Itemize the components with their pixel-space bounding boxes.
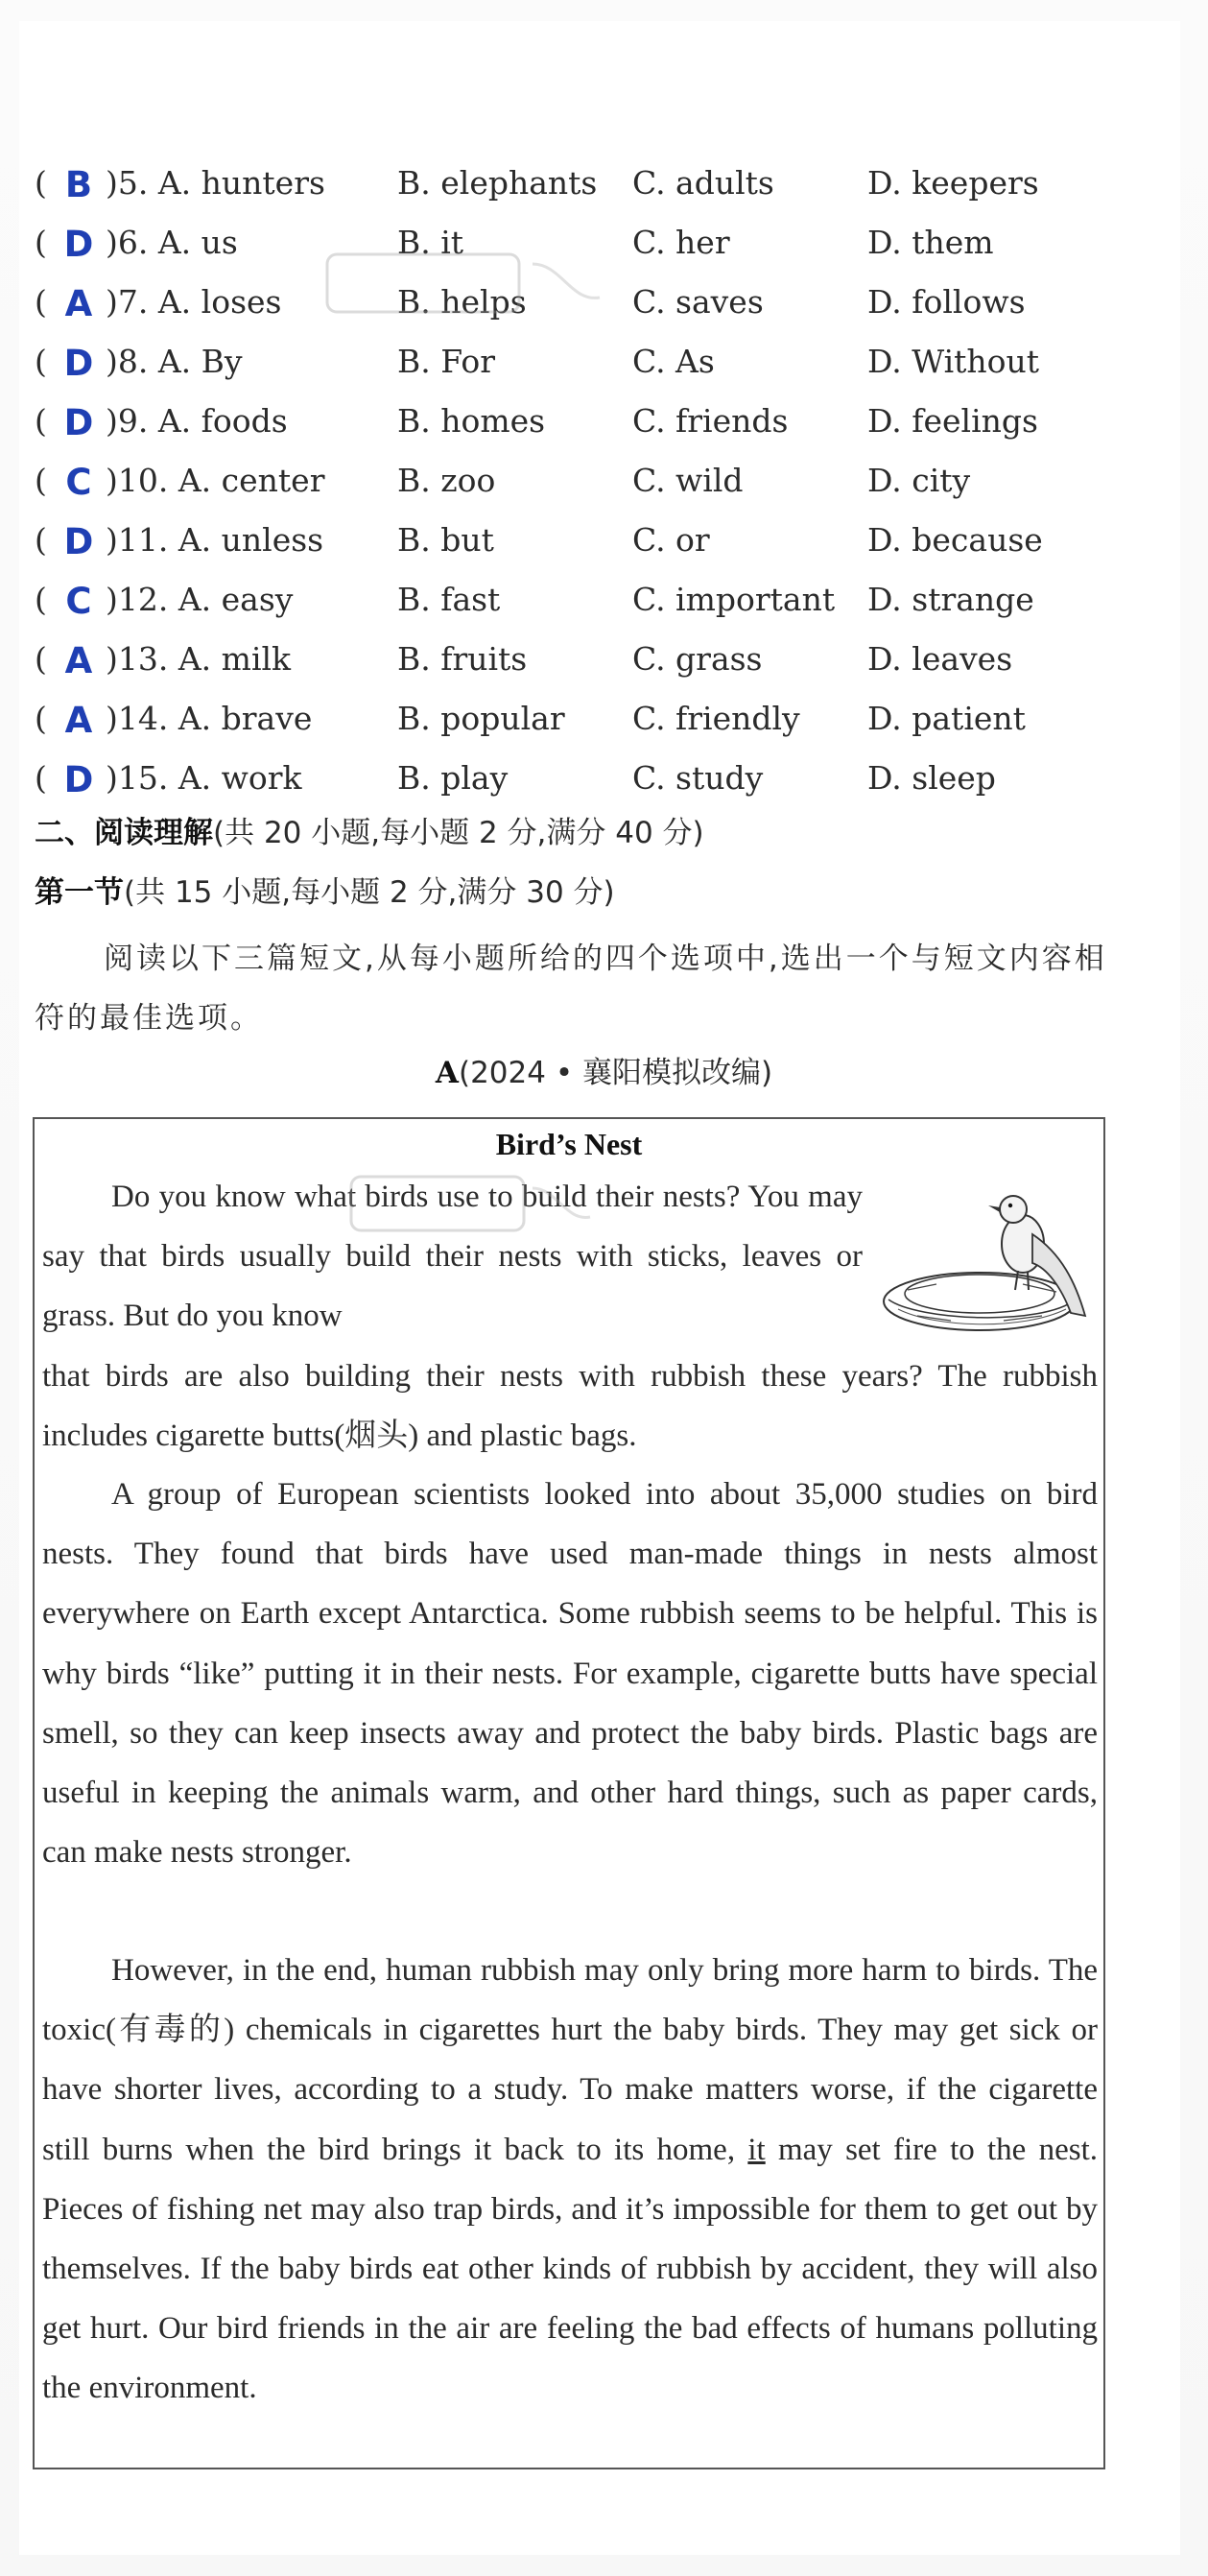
open-paren: (: [35, 164, 47, 202]
open-paren: (: [35, 581, 47, 618]
answer-row: [35, 154, 1128, 213]
option-a: )11. A. unless: [106, 521, 324, 559]
option-c: C. her: [632, 224, 730, 261]
option-c: C. friends: [632, 402, 789, 440]
paragraph-1-text-a: Do you know what birds use to build their nests? You may say that birds usually build their nests with sticks, leaves or grass. But do you know: [42, 1180, 863, 1334]
option-a: )13. A. milk: [106, 640, 292, 678]
option-c: C. adults: [632, 164, 774, 202]
filled-answer: D: [63, 521, 94, 562]
watermark-stamp: [321, 245, 609, 331]
open-paren: (: [35, 521, 47, 559]
option-c: C. grass: [632, 640, 763, 678]
option-c: C. As: [632, 343, 715, 380]
option-a: )15. A. work: [106, 759, 302, 797]
option-b: B. it: [397, 224, 464, 261]
paragraph-3: [42, 1941, 1098, 2419]
answer-row: [35, 392, 1128, 451]
filled-answer: D: [63, 343, 94, 384]
answer-row: [35, 689, 1128, 749]
paragraph-2: [42, 1465, 1098, 1882]
open-paren: (: [35, 283, 47, 321]
option-d: D. them: [867, 224, 994, 261]
option-d: D. strange: [867, 581, 1034, 618]
option-b: B. homes: [397, 402, 546, 440]
passage-title: Bird’s Nest: [495, 1127, 643, 1161]
passage-source: (2024 • 襄阳模拟改编): [458, 1056, 773, 1090]
option-c: C. friendly: [632, 700, 800, 737]
option-b: B. helps: [397, 283, 527, 321]
option-d: D. keepers: [867, 164, 1039, 202]
part-heading: [35, 871, 615, 914]
option-d: D. feelings: [867, 402, 1038, 440]
option-d: D. because: [867, 521, 1043, 559]
option-b: B. For: [397, 343, 495, 380]
open-paren: (: [35, 462, 47, 499]
part-note: (共 15 小题,每小题 2 分,满分 30 分): [124, 875, 615, 910]
passage-label: [0, 1052, 1208, 1094]
option-a: )5. A. hunters: [106, 164, 325, 202]
paragraph-1-text-b: that birds are also building their nests with rubbish these years? The rubbish includes cigarette butts(烟头) and plastic bags.: [42, 1358, 1098, 1453]
section-note: (共 20 小题,每小题 2 分,满分 40 分): [213, 816, 704, 850]
filled-answer: D: [63, 224, 94, 265]
option-a: )14. A. brave: [106, 700, 313, 737]
passage-letter: A: [435, 1056, 459, 1090]
filled-answer: A: [64, 283, 93, 324]
option-a: )8. A. By: [106, 343, 243, 380]
filled-answer: D: [63, 759, 94, 800]
option-b: B. elephants: [397, 164, 598, 202]
option-a: )10. A. center: [106, 462, 325, 499]
option-d: D. patient: [867, 700, 1026, 737]
underlined-word-it: it: [747, 2132, 766, 2167]
part-title: 第一节: [35, 875, 124, 910]
open-paren: (: [35, 402, 47, 440]
answer-row: [35, 630, 1128, 689]
answer-row: [35, 511, 1128, 570]
option-c: C. or: [632, 521, 710, 559]
paragraph-3-text-b: may set fire to the nest. Pieces of fishing net may also trap birds, and it’s impossible for them to get out by themselves. If the baby birds eat other kinds of rubbish by accident, they will also get hurt. Our bird friends in the air are feeling the bad effects of humans polluting the environment.: [42, 2132, 1099, 2406]
option-d: D. city: [867, 462, 971, 499]
filled-answer: B: [64, 164, 93, 205]
section-title: 二、阅读理解: [35, 816, 213, 850]
open-paren: (: [35, 224, 47, 261]
option-c: C. saves: [632, 283, 764, 321]
option-a: )9. A. foods: [106, 402, 288, 440]
option-b: B. but: [397, 521, 494, 559]
option-b: B. zoo: [397, 462, 496, 499]
answer-row: [35, 332, 1128, 392]
filled-answer: C: [65, 581, 92, 622]
section-heading-reading: [35, 812, 704, 854]
paragraph-2-text: A group of European scientists looked into about 35,000 studies on bird nests. They found that birds have used man-made things in nests almost everywhere on Earth except Antarctica. Some rubbish seems to be helpful. This is why birds “like” putting it in their nests. For example, cigarette butts have special smell, so they can keep insects away and protect the baby birds. Plastic bags are useful in keeping the animals warm, and other hard things, such as paper cards, can make nests stronger.: [42, 1477, 1098, 1871]
filled-answer: A: [64, 700, 93, 741]
open-paren: (: [35, 759, 47, 797]
instructions: 阅读以下三篇短文,从每小题所给的四个选项中,选出一个与短文内容相符的最佳选项。: [35, 942, 1107, 1036]
option-b: B. fruits: [397, 640, 528, 678]
filled-answer: C: [65, 462, 92, 503]
option-c: C. wild: [632, 462, 744, 499]
open-paren: (: [35, 343, 47, 380]
option-a: )7. A. loses: [106, 283, 282, 321]
option-d: D. Without: [867, 343, 1040, 380]
option-d: D. leaves: [867, 640, 1013, 678]
option-b: B. popular: [397, 700, 565, 737]
option-d: D. sleep: [867, 759, 996, 797]
open-paren: (: [35, 700, 47, 737]
option-c: C. study: [632, 759, 764, 797]
watermark-stamp-2: [345, 1169, 595, 1246]
filled-answer: A: [64, 640, 93, 681]
answer-row: [35, 451, 1128, 511]
option-b: B. fast: [397, 581, 501, 618]
passage-box: [33, 1117, 1105, 2469]
answer-row: [35, 749, 1128, 808]
paragraph-3-text-a: However, in the end, human rubbish may only bring more harm to birds. The toxic(有毒的) chemicals in cigarettes hurt the baby birds. They may get sick or have shorter lives, according to a study. To make matters worse, if the cigarette still burns when the bird brings it back to its home,: [42, 1953, 1098, 2167]
option-b: B. play: [397, 759, 509, 797]
filled-answer: D: [63, 402, 94, 443]
option-a: )6. A. us: [106, 224, 238, 261]
option-d: D. follows: [867, 283, 1026, 321]
answer-row: [35, 570, 1128, 630]
option-c: C. important: [632, 581, 836, 618]
open-paren: (: [35, 640, 47, 678]
option-a: )12. A. easy: [106, 581, 294, 618]
